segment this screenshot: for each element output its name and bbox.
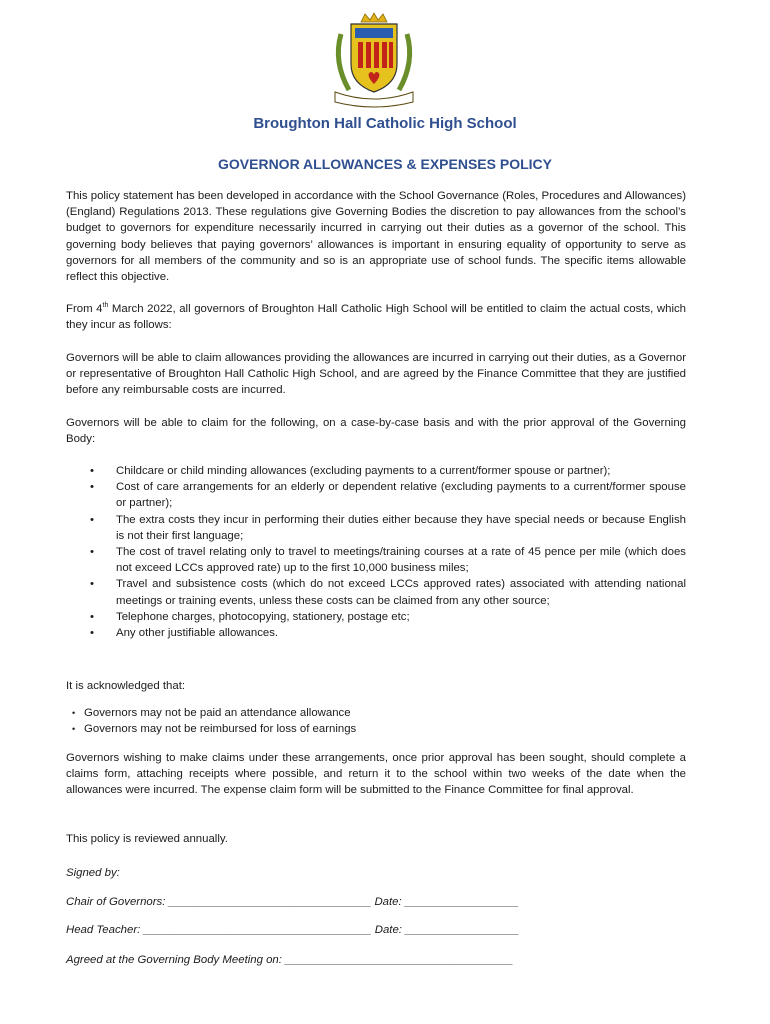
list-item — [66, 721, 686, 737]
claim-items — [66, 463, 686, 641]
chair-label: Chair of Governors: — [66, 896, 166, 908]
bullet-icon: • — [90, 627, 94, 640]
head-teacher-date-line: __________________ — [405, 924, 520, 936]
list-item — [66, 609, 686, 625]
acknowledged-item-text: Governors may not be reimbursed for loss of earnings — [84, 723, 357, 736]
bullet-icon: • — [90, 610, 94, 623]
chair-signature-line: ________________________________ — [168, 896, 372, 908]
agreed-label: Agreed at the Governing Body Meeting on: — [66, 954, 282, 966]
chair-date-label: Date: — [374, 896, 402, 908]
bullet-icon: • — [72, 708, 76, 718]
claims-process-text: Governors wishing to make claims under these arrangements, once prior approval has been sought, should complete a claims form, attaching receipts where possible, and return it to the school within two weeks of the date when the allowances were incurred. The expense claim form will be submitted to the Finance Committee for final approval. — [66, 752, 686, 797]
claim-intro-paragraph — [66, 415, 686, 447]
claim-item-text: Any other justifiable allowances. — [116, 627, 279, 640]
head-teacher-signature-line: ____________________________________ — [143, 924, 372, 936]
claim-item-text: The extra costs they incur in performing their duties either because they have special needs or because English is not their first language; — [116, 513, 686, 542]
intro-paragraph — [66, 188, 686, 285]
from-date-rest: March 2022, all governors of Broughton Hall Catholic High School will be entitled to claim the actual costs, which they incur as follows: — [66, 303, 687, 332]
acknowledged-paragraph — [66, 678, 686, 694]
policy-title: GOVERNOR ALLOWANCES & EXPENSES POLICY — [218, 156, 552, 172]
from-date-sup: th — [102, 302, 109, 310]
list-item — [66, 463, 686, 479]
acknowledged-item-text: Governors may not be paid an attendance allowance — [84, 707, 351, 719]
intro-text: This policy statement has been developed in accordance with the School Governance (Roles, Procedures and Allowances) (England) Regulations 2013. These regulations give Governing Bodies the discretion to pay allowances from the school’s budget to governors for expenditure necessarily incurred in carrying out their duties as a governor of the school. This governing body believes that paying governors’ allowances is important in ensuring equality of opportunity to serve as governors for all members of the community and so is an appropriate use of school funds. The specific items allowable reflect this objective. — [66, 190, 686, 284]
from-date-paragraph — [66, 301, 686, 333]
conditions-paragraph — [66, 350, 686, 399]
head-teacher-signature-row — [66, 922, 686, 938]
conditions-text: Governors will be able to claim allowances providing the allowances are incurred in carrying out their duties, as a Governor or representative of Broughton Hall Catholic High School, and are agreed by the Finance Committee that they are justified before any reimbursable costs are incurred. — [66, 352, 686, 397]
acknowledged-items-list — [66, 705, 686, 737]
bullet-icon: • — [90, 546, 94, 559]
head-teacher-label: Head Teacher: — [66, 924, 141, 936]
claim-item-text: Travel and subsistence costs (which do not exceed LCCs approved rates) associated with attending national meetings or training events, unless these costs can be claimed from any other source; — [116, 578, 686, 607]
claim-item-text: Telephone charges, photocopying, stationery, postage etc; — [116, 610, 410, 623]
chair-signature-row — [66, 894, 686, 910]
list-item — [66, 705, 686, 721]
review-paragraph — [66, 831, 686, 847]
list-item — [66, 544, 686, 576]
bullet-icon: • — [90, 465, 94, 477]
from-date-text — [66, 301, 686, 333]
chair-date-line: __________________ — [404, 896, 519, 908]
agreed-meeting-row — [66, 952, 686, 968]
from-date-prefix: From 4 — [66, 303, 103, 315]
claim-item-text: Cost of care arrangements for an elderly or dependent relative (excluding payments to a current/former spouse or partner); — [116, 481, 686, 510]
bullet-icon: • — [72, 724, 76, 735]
school-name: Broughton Hall Catholic High School — [253, 115, 517, 132]
list-item — [66, 576, 686, 608]
claim-item-text: The cost of travel relating only to travel to meetings/training courses at a rate of 45 pence per mile (which does not exceed LCCs approved rate) up to the first 10,000 business miles; — [116, 546, 686, 575]
bullet-icon: • — [90, 481, 94, 494]
list-item — [66, 512, 686, 544]
school-crest-icon — [327, 12, 421, 108]
claim-item-text: Childcare or child minding allowances (excluding payments to a current/former spouse or partner); — [116, 465, 611, 477]
acknowledged-items — [66, 705, 686, 737]
head-teacher-date-label: Date: — [374, 924, 402, 936]
signed-by — [66, 865, 686, 881]
claims-process-paragraph — [66, 750, 686, 799]
list-item — [66, 479, 686, 511]
bullet-icon: • — [90, 578, 94, 591]
review-text: This policy is reviewed annually. — [66, 833, 228, 845]
school-crest-graphic — [327, 12, 421, 108]
acknowledged-intro: It is acknowledged that: — [66, 680, 186, 692]
claim-items-list — [66, 463, 686, 641]
signed-by-label: Signed by: — [66, 867, 120, 879]
agreed-date-line: ____________________________________ — [285, 954, 514, 966]
list-item — [66, 625, 686, 641]
bullet-icon: • — [90, 513, 94, 526]
claim-intro-text: Governors will be able to claim for the following, on a case-by-case basis and with the prior approval of the Governing Body: — [66, 417, 686, 446]
